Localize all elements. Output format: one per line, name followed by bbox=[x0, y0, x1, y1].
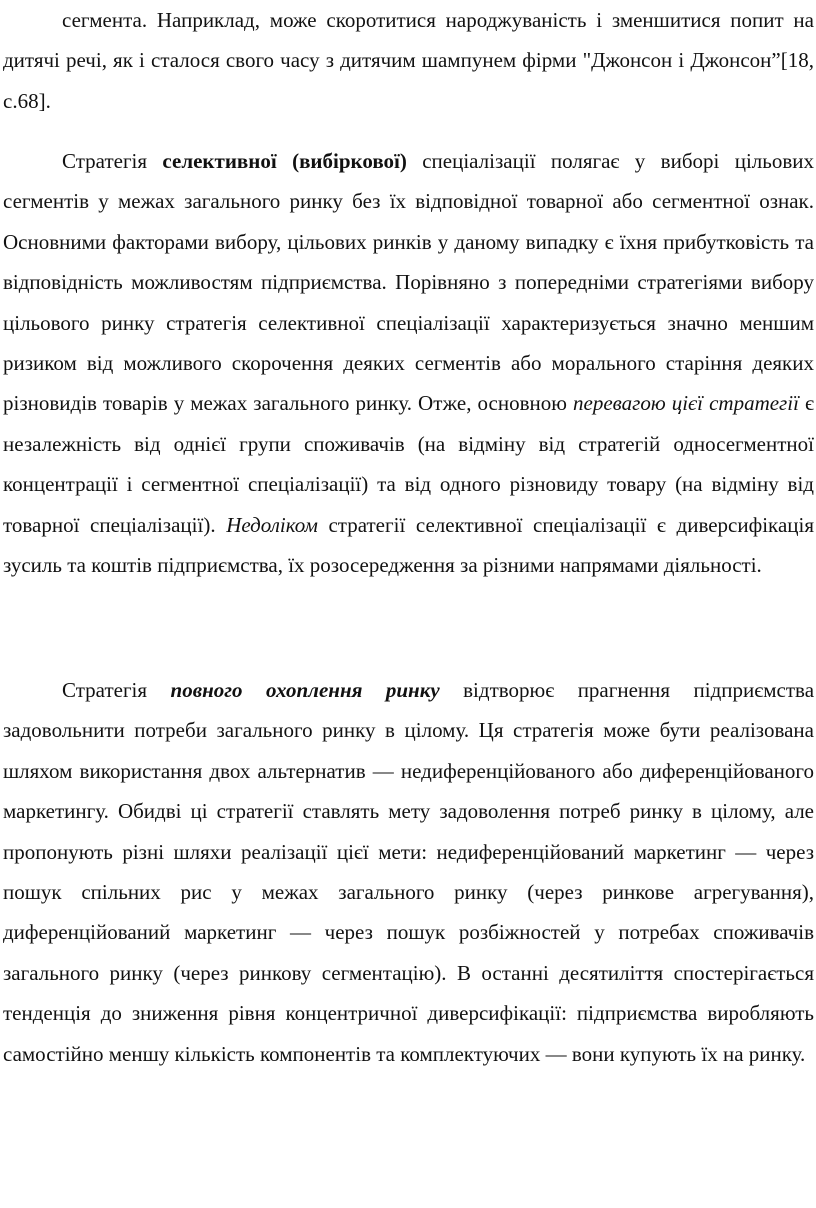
paragraph-2-text-a: спеціалізації полягає у виборі цільових сегментів у межах загального ринку без їх відповідної товарної або сегментної ознак. Основними факторами вибору, цільових ринків у даному випадку є їхня прибутковість та відповідність можливостям підприємства. Порівняно з попередніми стратегіями вибору цільового ринку стратегія селективної спеціалізації характеризується значно меншим ризиком від можливого скорочення деяких сегментів або морального старіння деяких різновидів товарів у межах загального ринку. Отже, основною bbox=[3, 149, 814, 416]
paragraph-2-lead: Стратегія bbox=[62, 149, 163, 173]
paragraph-3-lead: Стратегія bbox=[62, 678, 171, 702]
paragraph-full-market-coverage bbox=[3, 670, 814, 1074]
paragraph-1-text: сегмента. Наприклад, може скоротитися народжуваність і зменшитися попит на дитячі речі, як і сталося свого часу з дитячим шампунем фірми "Джонсон і Джонсон”[18, с.68]. bbox=[3, 8, 814, 113]
advantage-term: перевагою цієї стратегії bbox=[573, 391, 799, 416]
full-coverage-term: повного охоплення ринку bbox=[170, 678, 440, 702]
selective-term: селективної (вибіркової) bbox=[162, 149, 407, 173]
paragraph-3-text: відтворює прагнення підприємства задовольнити потреби загального ринку в цілому. Ця стратегія може бути реалізована шляхом використання двох альтернатив — недиференційованого або диференційованого маркетингу. Обидві ці стратегії ставлять мету задоволення потреб ринку в цілому, але пропонують різні шляхи реалізації цієї мети: недиференційований маркетинг — через пошук спільних рис у межах загального ринку (через ринкове агрегування), диференційований маркетинг — через пошук розбіжностей у потребах споживачів загального ринку (через ринкову сегментацію). В останні десятиліття спостерігається тенденція до зниження рівня концентричної диверсифікації: підприємства виробляють самостійно меншу кількість компонентів та комплектуючих — вони купують їх на ринку. bbox=[3, 678, 815, 1066]
disadvantage-term: Недоліком bbox=[226, 512, 318, 537]
paragraph-2-text-b: є незалежність від однієї групи споживачів (на відміну від стратегій односегментної концентрації і сегментної спеціалізації) та від одного різновиду товару (на відміну від товарної спеціалізації). bbox=[3, 391, 815, 537]
paragraph-2-text-c: стратегії селективної спеціалізації є диверсифікація зусиль та коштів підприємства, їх розосередження за різними напрямами діяльності. bbox=[3, 512, 814, 578]
paragraph-selective-specialization bbox=[3, 141, 814, 585]
paragraph-continuation bbox=[3, 0, 814, 121]
